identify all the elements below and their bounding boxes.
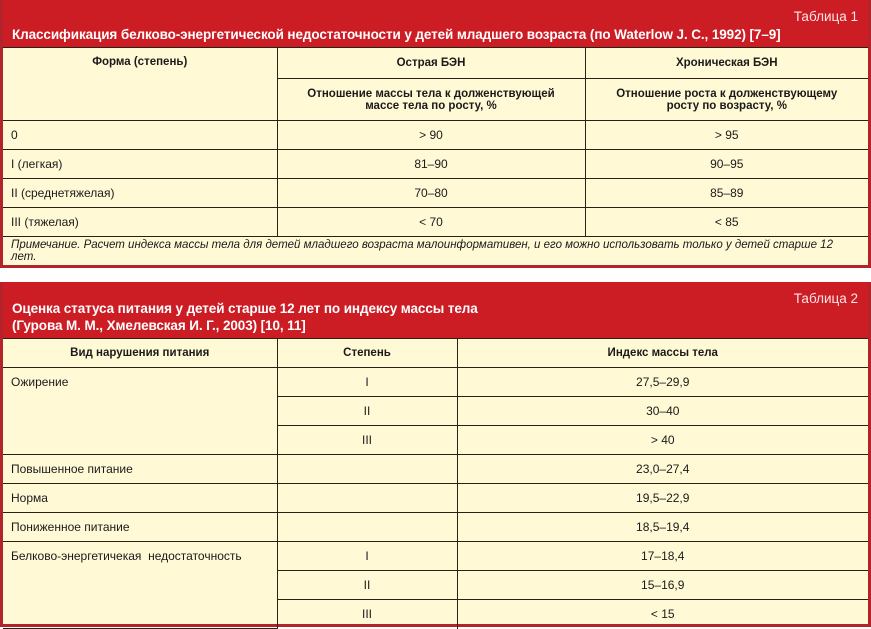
table-2-number: Таблица 2	[793, 291, 858, 306]
cell-form: I (легкая)	[3, 150, 277, 179]
cell-type: Повышенное питание	[3, 455, 277, 484]
table-2-grid	[3, 338, 868, 629]
cell-bmi: 15–16,9	[457, 571, 868, 600]
column-subheader-acute: Отношение массы тела к долженствующей массе тела по росту, %	[277, 79, 585, 121]
cell-chronic: 85–89	[585, 179, 868, 208]
cell-degree	[277, 513, 457, 542]
column-subheader-chronic: Отношение роста к долженствующему росту по возрасту, %	[585, 79, 868, 121]
table-row	[3, 150, 868, 179]
cell-degree: III	[277, 426, 457, 455]
table-1-title: Классификация белково-энергетической недостаточности у детей младшего возраста (по Waterlow J. C., 1992) [7–9]	[12, 27, 781, 42]
cell-degree: II	[277, 397, 457, 426]
cell-bmi: 17–18,4	[457, 542, 868, 571]
cell-type: Белково-энергетичекая недостаточность	[3, 542, 277, 629]
table-1-grid	[3, 47, 868, 266]
cell-acute: < 70	[277, 208, 585, 237]
cell-bmi: < 15	[457, 600, 868, 629]
column-header-bmi: Индекс массы тела	[457, 339, 868, 368]
cell-bmi: 18,5–19,4	[457, 513, 868, 542]
table-1-note: Примечание. Расчет индекса массы тела для детей младшего возраста малоинформативен, и его можно использовать только у детей старше 12 лет.	[3, 237, 868, 266]
column-header-form: Форма (степень)	[3, 48, 277, 121]
cell-type: Пониженное питание	[3, 513, 277, 542]
cell-acute: > 90	[277, 121, 585, 150]
table-2-title-line-1: Оценка статуса питания у детей старше 12 лет по индексу массы тела	[12, 301, 478, 316]
cell-bmi: 23,0–27,4	[457, 455, 868, 484]
column-header-chronic: Хроническая БЭН	[585, 48, 868, 79]
table-row	[3, 368, 868, 397]
cell-bmi: 30–40	[457, 397, 868, 426]
cell-form: 0	[3, 121, 277, 150]
cell-chronic: < 85	[585, 208, 868, 237]
table-1	[0, 0, 871, 268]
table-row	[3, 484, 868, 513]
cell-type: Ожирение	[3, 368, 277, 455]
cell-degree: II	[277, 571, 457, 600]
column-header-degree: Степень	[277, 339, 457, 368]
column-header-acute: Острая БЭН	[277, 48, 585, 79]
table-row	[3, 208, 868, 237]
cell-acute: 81–90	[277, 150, 585, 179]
cell-bmi: 27,5–29,9	[457, 368, 868, 397]
table-row	[3, 455, 868, 484]
table-1-header-bar	[3, 0, 868, 47]
cell-type: Норма	[3, 484, 277, 513]
cell-degree: I	[277, 368, 457, 397]
table-2-title-line-2: (Гурова М. М., Хмелевская И. Г., 2003) [10, 11]	[12, 318, 306, 333]
table-row	[3, 179, 868, 208]
cell-form: III (тяжелая)	[3, 208, 277, 237]
table-2-header-bar	[3, 282, 868, 338]
table-2	[0, 282, 871, 627]
cell-degree	[277, 484, 457, 513]
column-header-type: Вид нарушения питания	[3, 339, 277, 368]
cell-degree: I	[277, 542, 457, 571]
cell-bmi: > 40	[457, 426, 868, 455]
cell-degree: III	[277, 600, 457, 629]
table-row	[3, 121, 868, 150]
cell-form: II (среднетяжелая)	[3, 179, 277, 208]
cell-chronic: > 95	[585, 121, 868, 150]
table-1-number: Таблица 1	[793, 9, 858, 24]
cell-chronic: 90–95	[585, 150, 868, 179]
cell-acute: 70–80	[277, 179, 585, 208]
table-row	[3, 513, 868, 542]
cell-bmi: 19,5–22,9	[457, 484, 868, 513]
table-row	[3, 542, 868, 571]
cell-degree	[277, 455, 457, 484]
